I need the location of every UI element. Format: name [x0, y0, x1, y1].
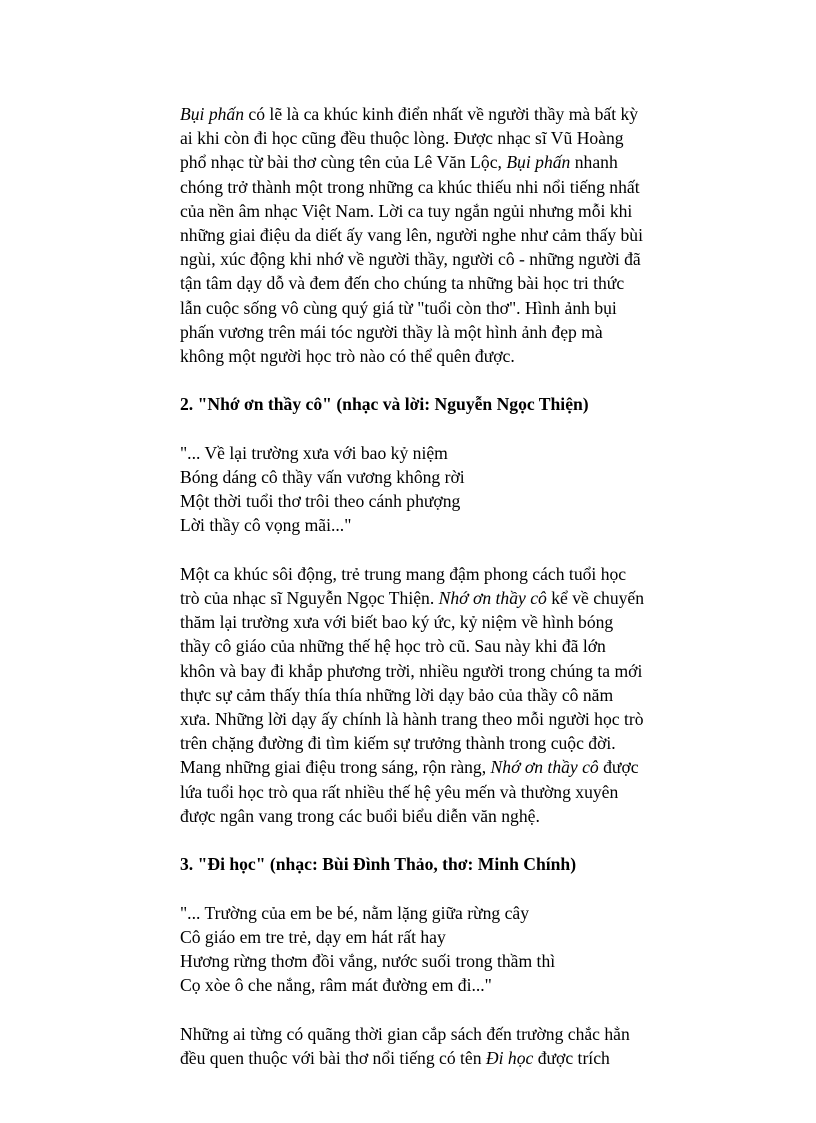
text-line: xưa. Những lời dạy ấy chính là hành trang theo mỗi người học trò [180, 709, 644, 730]
text-line: thăm lại trường xưa với biết bao ký ức, kỷ niệm về hình bóng [180, 612, 614, 633]
text-line: của nền âm nhạc Việt Nam. Lời ca tuy ngắn ngủi nhưng mỗi khi [180, 200, 633, 221]
document-page [180, 102, 720, 1070]
text-line: thực sự cảm thấy thía thía những lời dạy bảo của thầy cô năm [180, 684, 614, 705]
spacer [180, 417, 720, 441]
text-line: lứa tuổi học trò qua rất nhiều thế hệ yêu mến và thường xuyên [180, 781, 619, 802]
text-line: phấn vương trên mái tóc người thầy là một hình ảnh đẹp mà [180, 321, 603, 342]
section-3-heading: 3. "Đi học" (nhạc: Bùi Đình Thảo, thơ: Minh Chính) [180, 854, 577, 875]
text-line: thầy cô giáo của những thế hệ học trò cũ. Sau này khi đã lớn [180, 636, 606, 657]
lyric-line: Bóng dáng cô thầy vấn vương không rời [180, 467, 465, 488]
text-line: ai khi còn đi học cũng đều thuộc lòng. Được nhạc sĩ Vũ Hoàng [180, 128, 624, 149]
text-line: đều quen thuộc với bài thơ nổi tiếng có tên Đi học được trích [180, 1047, 610, 1068]
intro-paragraph [180, 102, 720, 368]
text-line: trò của nhạc sĩ Nguyễn Ngọc Thiện. Nhớ ơn thầy cô kể về chuyến [180, 588, 645, 609]
lyric-line: Hương rừng thơm đồi vắng, nước suối trong thầm thì [180, 951, 556, 972]
lyric-line: "... Trường của em be bé, nằm lặng giữa rừng cây [180, 902, 529, 923]
spacer [180, 538, 720, 562]
text-line: khôn và bay đi khắp phương trời, nhiều người trong chúng ta mới [180, 660, 643, 681]
text-line: Mang những giai điệu trong sáng, rộn ràng, Nhớ ơn thầy cô được [180, 757, 639, 778]
section-2-paragraph [180, 562, 720, 828]
spacer [180, 876, 720, 900]
song-title: Bụi phấn [180, 104, 245, 124]
text-line: Những ai từng có quãng thời gian cắp sách đến trường chắc hẳn [180, 1023, 630, 1044]
song-title: Đi học [485, 1047, 534, 1068]
text-line: Một ca khúc sôi động, trẻ trung mang đậm phong cách tuổi học [180, 563, 627, 584]
song-title: Bụi phấn [506, 152, 571, 173]
lyric-line: Lời thầy cô vọng mãi..." [180, 515, 352, 536]
text-line: tận tâm dạy dỗ và đem đến cho chúng ta những bài học tri thức [180, 273, 625, 294]
lyric-line: "... Về lại trường xưa với bao kỷ niệm [180, 442, 448, 463]
text-line: những giai điệu da diết ấy vang lên, người nghe như cảm thấy bùi [180, 225, 643, 246]
spacer [180, 828, 720, 852]
text-line: phổ nhạc từ bài thơ cùng tên của Lê Văn Lộc, Bụi phấn nhanh [180, 152, 618, 173]
section-3-lyrics [180, 901, 720, 998]
song-title: Nhớ ơn thầy cô [490, 757, 599, 778]
text-line: Bụi phấn có lẽ là ca khúc kinh điển nhất về người thầy mà bất kỳ [180, 104, 639, 124]
text-line: ngùi, xúc động khi nhớ về người thầy, người cô - những người đã [180, 249, 641, 270]
text-line: trên chặng đường đi tìm kiếm sự trưởng thành trong cuộc đời. [180, 733, 616, 754]
lyric-line: Cô giáo em tre trẻ, dạy em hát rất hay [180, 926, 446, 947]
text-line: được ngân vang trong các buổi biểu diễn văn nghệ. [180, 805, 540, 826]
section-3-paragraph [180, 1022, 720, 1070]
lyric-line: Cọ xòe ô che nắng, râm mát đường em đi..." [180, 975, 492, 996]
text-line: chóng trở thành một trong những ca khúc thiếu nhi nổi tiếng nhất [180, 176, 640, 197]
section-2-lyrics [180, 441, 720, 538]
spacer [180, 368, 720, 392]
song-title: Nhớ ơn thầy cô [438, 588, 547, 609]
lyric-line: Một thời tuổi thơ trôi theo cánh phượng [180, 491, 461, 512]
text-line: lẫn cuộc sống vô cùng quý giá từ "tuổi còn thơ". Hình ảnh bụi [180, 297, 617, 318]
text-line: không một người học trò nào có thể quên được. [180, 346, 515, 367]
section-2-heading: 2. "Nhớ ơn thầy cô" (nhạc và lời: Nguyễn Ngọc Thiện) [180, 394, 589, 415]
spacer [180, 997, 720, 1021]
